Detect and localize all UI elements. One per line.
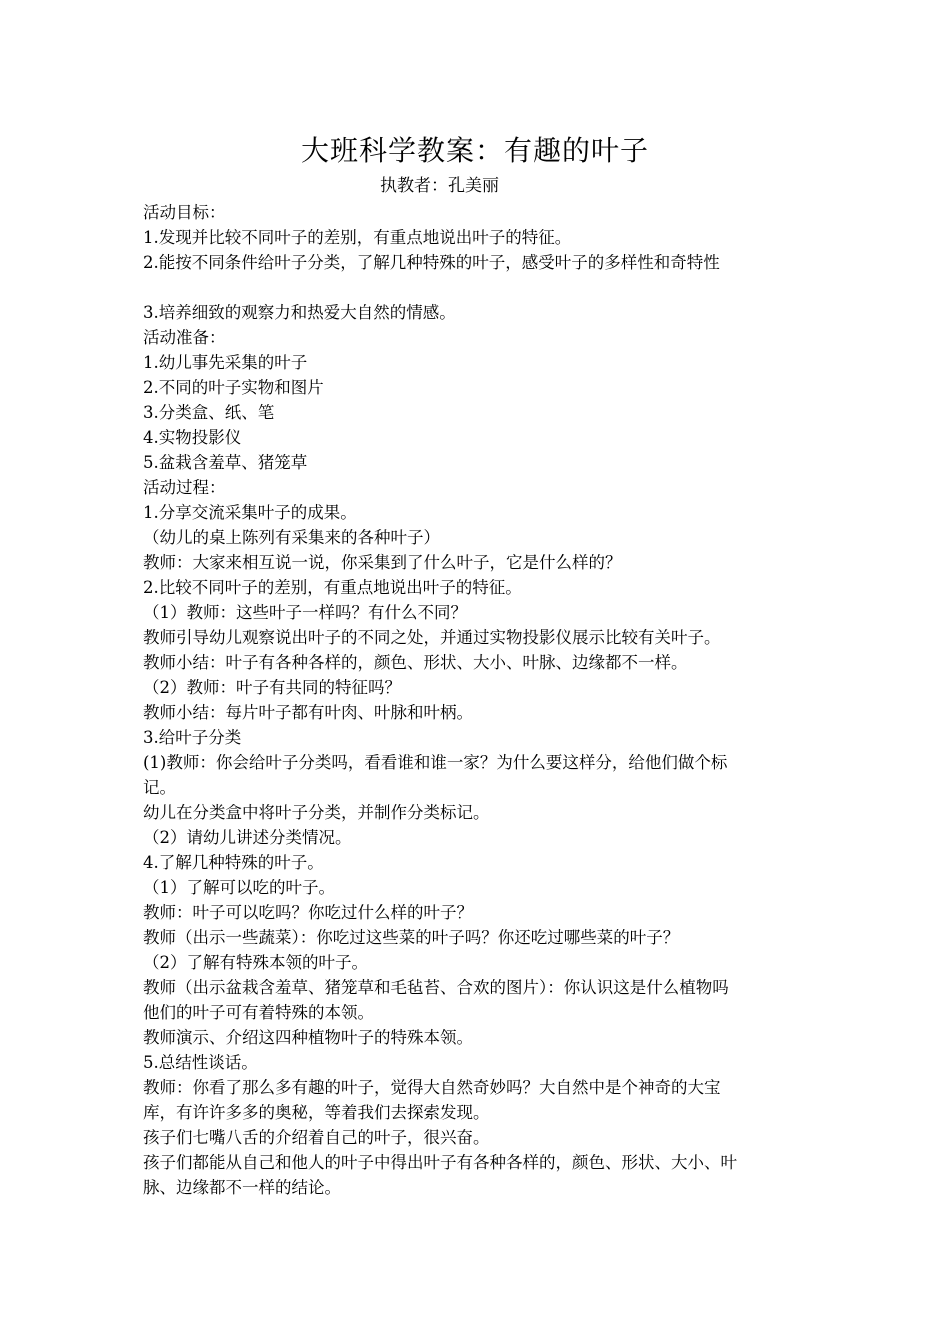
text-line: 记。 <box>143 778 176 797</box>
document-body <box>143 200 813 1200</box>
text-line: 孩子们都能从自己和他人的叶子中得出叶子有各种各样的，颜色、形状、大小、叶 <box>143 1153 737 1172</box>
text-line: 4.实物投影仪 <box>143 428 242 447</box>
document-author: 执教者：孔美丽 <box>380 176 499 196</box>
text-line: 2.能按不同条件给叶子分类，了解几种特殊的叶子，感受叶子的多样性和奇特性 <box>143 253 720 272</box>
text-line: 3.给叶子分类 <box>143 728 242 747</box>
text-line: 脉、边缘都不一样的结论。 <box>143 1178 341 1197</box>
text-line: 5.总结性谈话。 <box>143 1053 258 1072</box>
text-line: 教师（出示一些蔬菜）：你吃过这些菜的叶子吗？你还吃过哪些菜的叶子？ <box>143 928 680 947</box>
document-title: 大班科学教案：有趣的叶子 <box>300 134 649 167</box>
text-line: (1)教师：你会给叶子分类吗，看看谁和谁一家？为什么要这样分，给他们做个标 <box>143 753 728 772</box>
text-line: （2）了解有特殊本领的叶子。 <box>143 953 368 972</box>
text-line: 教师引导幼儿观察说出叶子的不同之处，并通过实物投影仪展示比较有关叶子。 <box>143 628 721 647</box>
text-line: 1.幼儿事先采集的叶子 <box>143 353 308 372</box>
text-line: 2.比较不同叶子的差别，有重点地说出叶子的特征。 <box>143 578 522 597</box>
text-line: 4.了解几种特殊的叶子。 <box>143 853 324 872</box>
text-line: 教师小结：叶子有各种各样的，颜色、形状、大小、叶脉、边缘都不一样。 <box>143 653 688 672</box>
text-line: 5.盆栽含羞草、猪笼草 <box>143 453 308 472</box>
text-line: （幼儿的桌上陈列有采集来的各种叶子） <box>143 528 440 547</box>
text-line: 孩子们七嘴八舌的介绍着自己的叶子，很兴奋。 <box>143 1128 490 1147</box>
text-line: 2.不同的叶子实物和图片 <box>143 378 324 397</box>
text-line: 1.发现并比较不同叶子的差别，有重点地说出叶子的特征。 <box>143 228 572 247</box>
text-line: 教师：叶子可以吃吗？你吃过什么样的叶子？ <box>143 903 473 922</box>
text-line: （1）教师：这些叶子一样吗？有什么不同？ <box>143 603 467 622</box>
blank-line <box>143 275 813 300</box>
text-line: 教师：你看了那么多有趣的叶子，觉得大自然奇妙吗？大自然中是个神奇的大宝 <box>143 1078 721 1097</box>
text-line: （2）请幼儿讲述分类情况。 <box>143 828 352 847</box>
text-line: 他们的叶子可有着特殊的本领。 <box>143 1003 374 1022</box>
text-line: （2）教师：叶子有共同的特征吗？ <box>143 678 401 697</box>
text-line: 教师演示、介绍这四种植物叶子的特殊本领。 <box>143 1028 473 1047</box>
text-line: 活动过程： <box>143 478 226 497</box>
text-line: 教师（出示盆栽含羞草、猪笼草和毛毡苔、合欢的图片）：你认识这是什么植物吗 <box>143 978 729 997</box>
text-line: 库，有许许多多的奥秘，等着我们去探索发现。 <box>143 1103 490 1122</box>
text-line: 3.培养细致的观察力和热爱大自然的情感。 <box>143 303 456 322</box>
text-line: 活动目标： <box>143 203 226 222</box>
text-line: 幼儿在分类盒中将叶子分类，并制作分类标记。 <box>143 803 490 822</box>
text-line: 教师：大家来相互说一说，你采集到了什么叶子，它是什么样的？ <box>143 553 622 572</box>
text-line: 1.分享交流采集叶子的成果。 <box>143 503 357 522</box>
text-line: （1）了解可以吃的叶子。 <box>143 878 335 897</box>
text-line: 活动准备： <box>143 328 226 347</box>
text-line: 教师小结：每片叶子都有叶肉、叶脉和叶柄。 <box>143 703 473 722</box>
text-line: 3.分类盒、纸、笔 <box>143 403 275 422</box>
